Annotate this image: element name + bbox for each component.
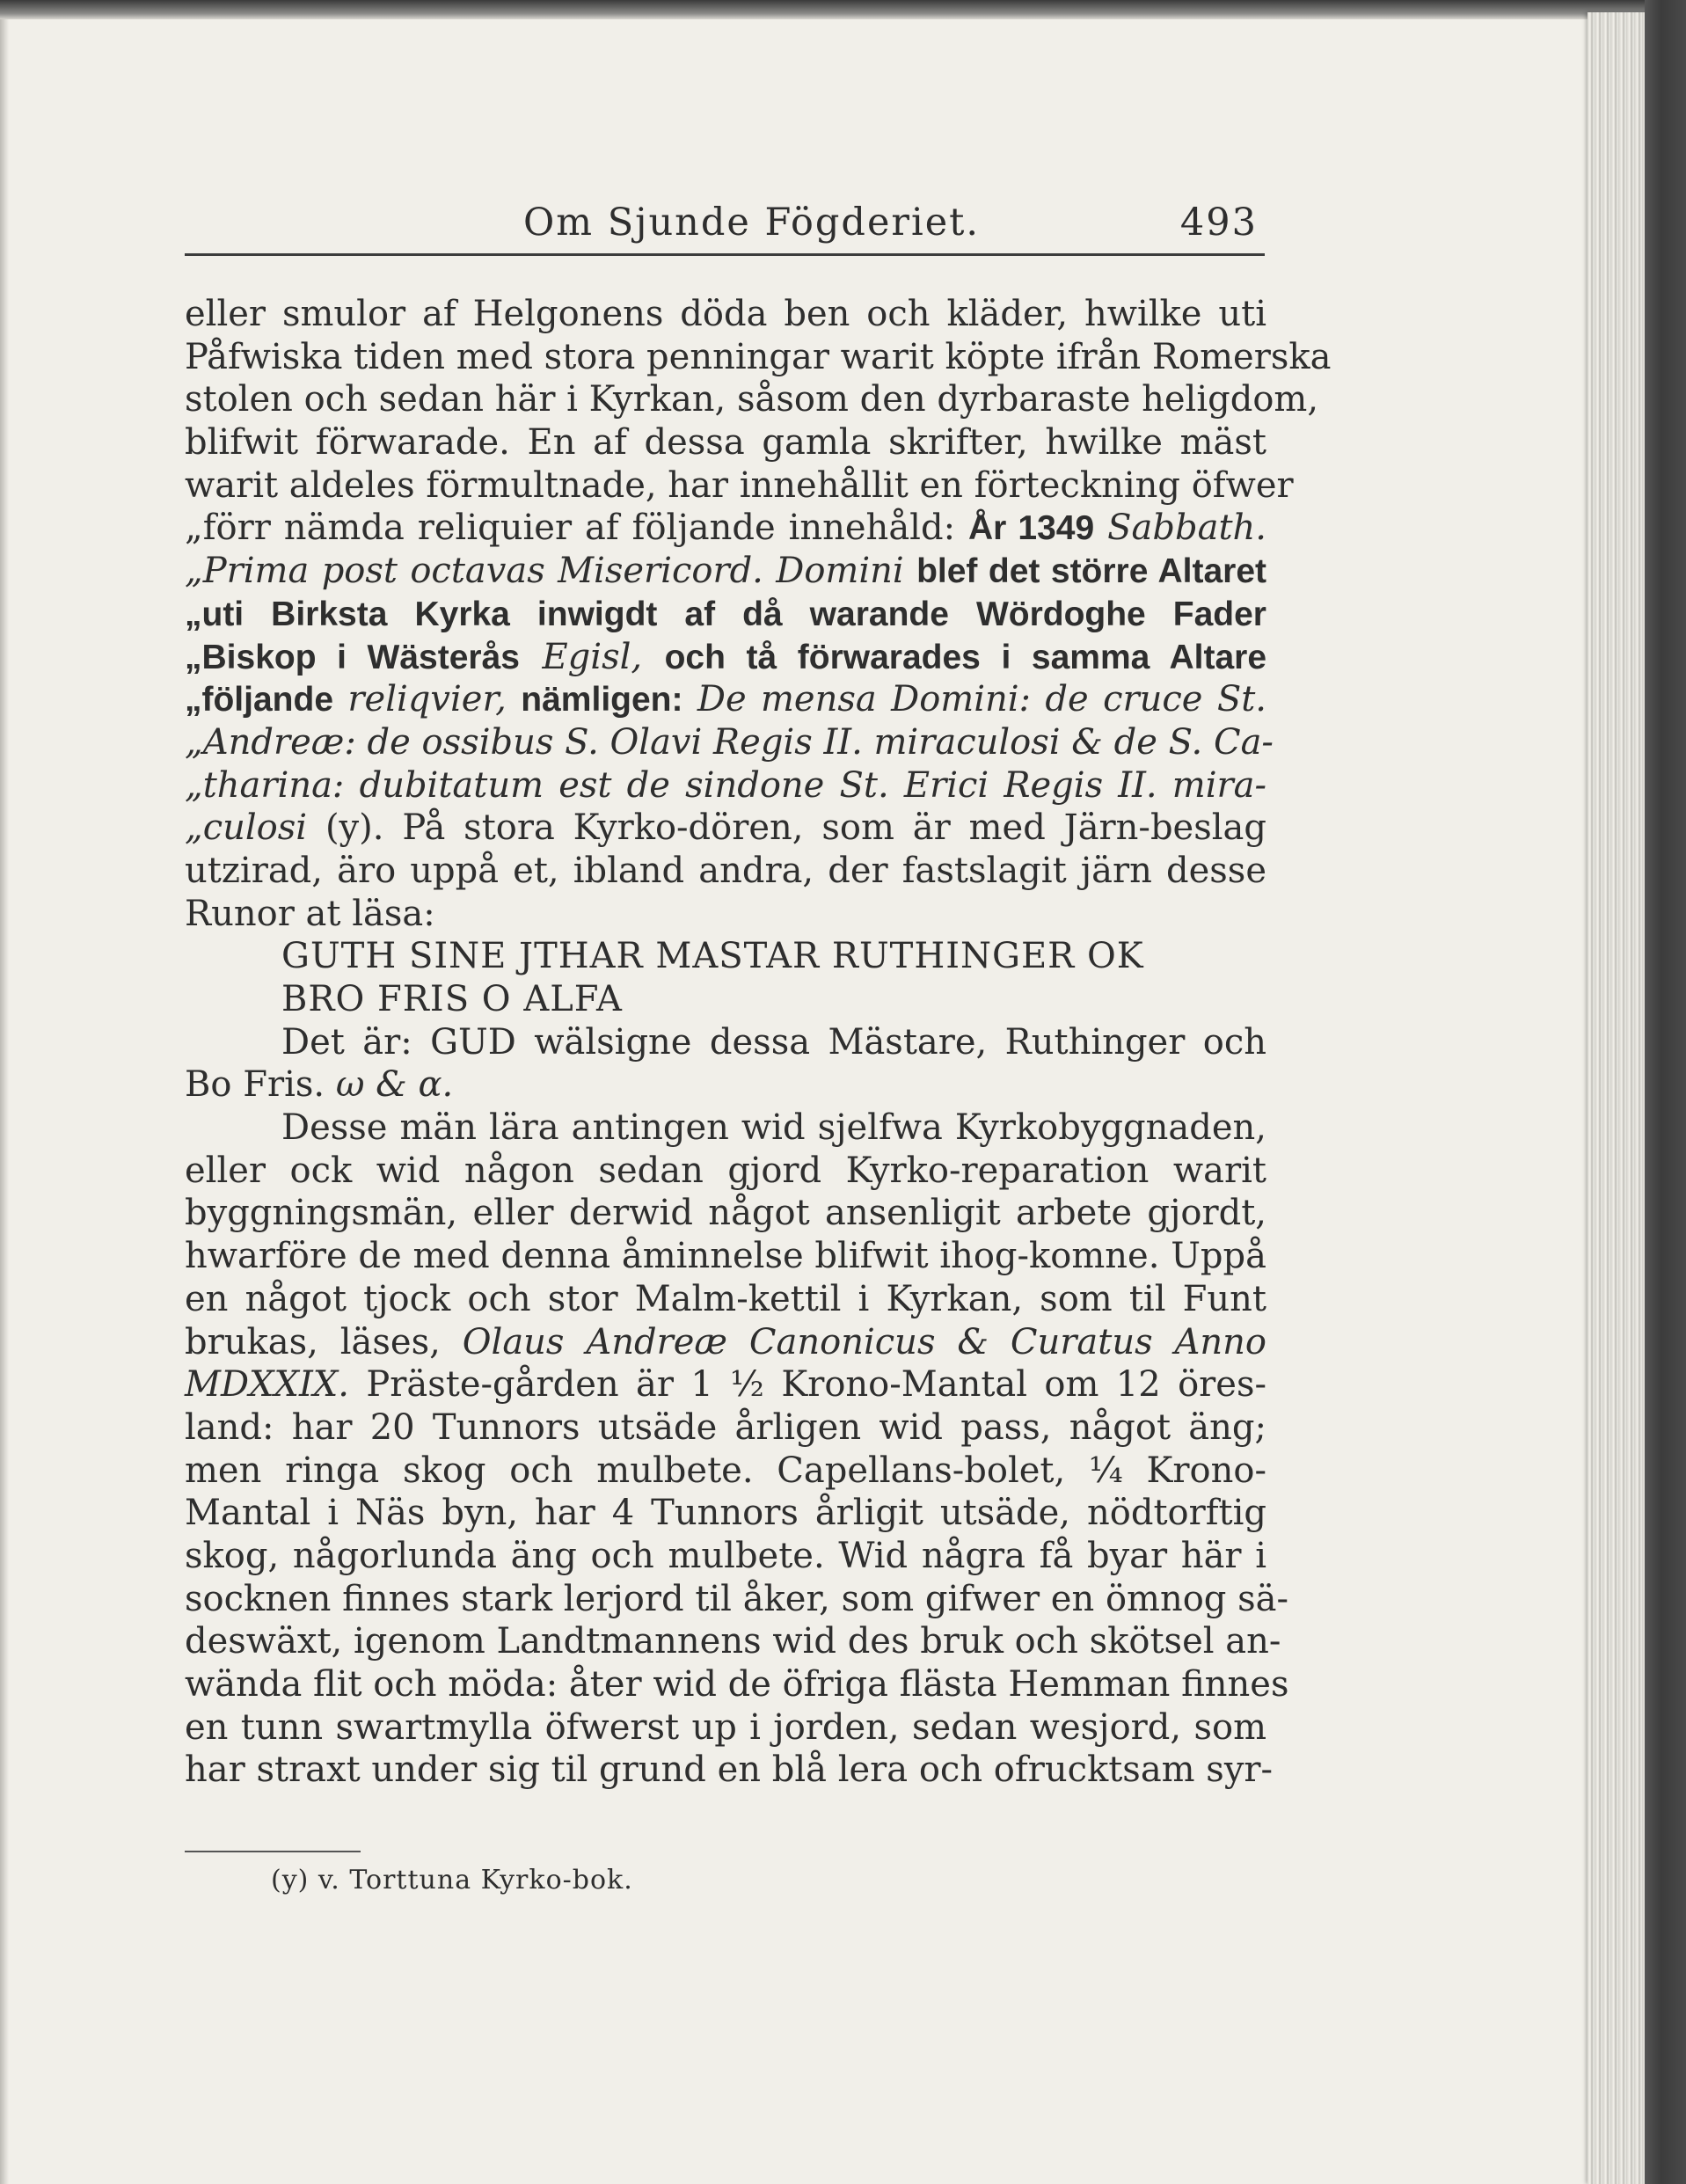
text-line [185,1235,1266,1278]
italic-run: „Prima post octavas Misericord. Domini [185,551,904,592]
page-number: 493 [1179,201,1258,245]
text-run: utzirad, äro uppå et, ibland andra, der fastslagit järn desse [185,850,1266,891]
text-line [185,1021,1266,1064]
text-run: en tunn swartmylla öfwerst up i jorden, sedan wesjord, som [185,1706,1266,1748]
text-run [642,637,664,677]
text-run: „förr nämda reliquier af följande innehåld: [185,508,968,549]
text-run [1094,508,1107,548]
bold-run: och tå förwarades i samma Altare [664,638,1267,676]
page-left-edge [0,0,9,2184]
text-run [333,679,347,719]
text-line [185,378,1319,421]
bold-run: „uti Birksta Kyrka inwigdt af då warande Wördoghe Fader [185,595,1266,633]
italic-run: „tharina: dubitatum est de sindone St. Erici Regis II. mira- [185,764,1266,806]
text-line [185,807,1266,850]
text-run [682,679,697,719]
text-line [185,1192,1266,1235]
text-run: Mantal i Näs byn, har 4 Tunnors årligit utsäde, nödtorftig [185,1493,1266,1534]
text-run: en något tjock och stor Malm-kettil i Kyrkan, som til Funt [185,1278,1266,1319]
text-line [185,507,1266,550]
text-run: byggningsmän, eller derwid något ansenligit arbete gjordt, [185,1193,1266,1234]
text-run: skog, någorlunda äng och mulbete. Wid några få byar här i [185,1535,1266,1576]
text-run: hwarföre de med denna åminnelse blifwit ihog-komne. Uppå [185,1236,1266,1277]
italic-run: De mensa Domini: de cruce St. [697,679,1267,720]
text-line [185,1406,1266,1450]
text-line [185,893,1266,936]
bold-run: „Biskop i Wästerås [185,638,520,676]
text-run: BRO FRIS O ALFA [281,979,623,1019]
text-run: GUTH SINE JTHAR MASTAR RUTHINGER OK [281,936,1144,977]
text-line [185,764,1266,807]
text-run: Desse män lära antingen wid sjelfwa Kyrkobyggnaden, [281,1107,1266,1149]
text-run [507,679,521,719]
italic-run: „culosi [185,807,308,849]
text-line [185,593,1266,636]
text-line [185,1363,1266,1406]
text-run: (y). På stora Kyrko-dören, som är med Järn-beslag [307,807,1266,849]
text-line [185,1492,1266,1535]
bold-run: „följande [185,681,334,719]
text-run [904,551,916,591]
text-run: blifwit förwarade. En af dessa gamla skrifter, hwilke mäst [185,422,1266,464]
text-line [185,678,1266,721]
text-run: stolen och sedan här i Kyrkan, såsom den dyrbaraste heligdom, [185,379,1319,420]
book-cover-edge [1645,0,1686,2184]
text-line [185,421,1266,464]
italic-run: Olaus Andreæ Canonicus & Curatus Anno [462,1321,1267,1362]
text-run: eller smulor af Helgonens döda ben och kläder, hwilke uti [185,294,1266,334]
text-line [185,721,1274,764]
text-line [185,293,1266,336]
text-line [185,1063,1266,1107]
text-line [185,850,1266,893]
text-run [520,637,542,677]
running-header [185,201,1265,256]
text-run: warit aldeles förmultnade, har innehållit en förteckning öfwer [185,464,1294,506]
text-run: Påfwiska tiden med stora penningar warit köpte ifrån Romerska [185,336,1332,377]
text-run: wända flit och möda: åter wid de öfriga flästa Hemman finnes [185,1664,1289,1705]
text-line [185,1749,1274,1792]
italic-run: reliqvier, [347,679,507,720]
footnote: (y) v. Torttuna Kyrko-bok. [271,1865,633,1895]
text-run: Det är: GUD wälsigne dessa Mästare, Ruthinger och [281,1021,1266,1063]
text-line [185,1321,1266,1364]
text-line [185,1620,1281,1663]
text-line [185,636,1266,679]
footnote-rule [185,1851,361,1852]
text-run: brukas, läses, [185,1321,463,1362]
text-line [185,1107,1266,1150]
italic-run: MDXXIX. [185,1364,349,1406]
text-line [185,1278,1266,1321]
text-run: Präste-gården är 1 ½ Krono-Mantal om 12 öres- [348,1364,1266,1406]
bold-run: År 1349 [968,509,1095,548]
text-line [185,1535,1266,1578]
bold-run: nämligen: [521,681,683,719]
text-run: Runor at läsa: [185,893,435,934]
text-line [185,336,1332,379]
scan-top-shadow [0,0,1686,19]
text-run: men ringa skog och mulbete. Capellans-bolet, ¼ Krono- [185,1450,1266,1491]
text-line [185,978,1266,1021]
text-line [185,464,1294,508]
text-run: land: har 20 Tunnors utsäde årligen wid pass, något äng; [185,1406,1266,1448]
text-line [185,1706,1266,1749]
text-run: socknen finnes stark lerjord til åker, som gifwer en ömnog sä- [185,1578,1289,1619]
italic-run: Sabbath. [1107,508,1267,549]
text-line [185,1450,1266,1493]
text-line [185,1578,1289,1621]
italic-run: ω & α. [335,1064,454,1106]
text-line [185,1663,1289,1706]
text-run: deswäxt, igenom Landtmannens wid des bruk och skötsel an- [185,1621,1281,1662]
text-run: eller ock wid någon sedan gjord Kyrko-reparation warit [185,1150,1266,1191]
text-line [185,935,1266,978]
text-run: Bo Fris. [185,1064,336,1106]
bold-run: blef det större Altaret [916,552,1266,591]
body-text [185,293,1332,1792]
text-line [185,550,1266,593]
text-run: har straxt under sig til grund en blå lera och ofrucktsam syr- [185,1749,1274,1791]
running-title: Om Sjunde Fögderiet. [523,201,981,245]
italic-run: Egisl, [542,636,643,677]
text-line [185,1150,1266,1193]
italic-run: „Andreæ: de ossibus S. Olavi Regis II. miraculosi & de S. Ca- [185,721,1274,763]
